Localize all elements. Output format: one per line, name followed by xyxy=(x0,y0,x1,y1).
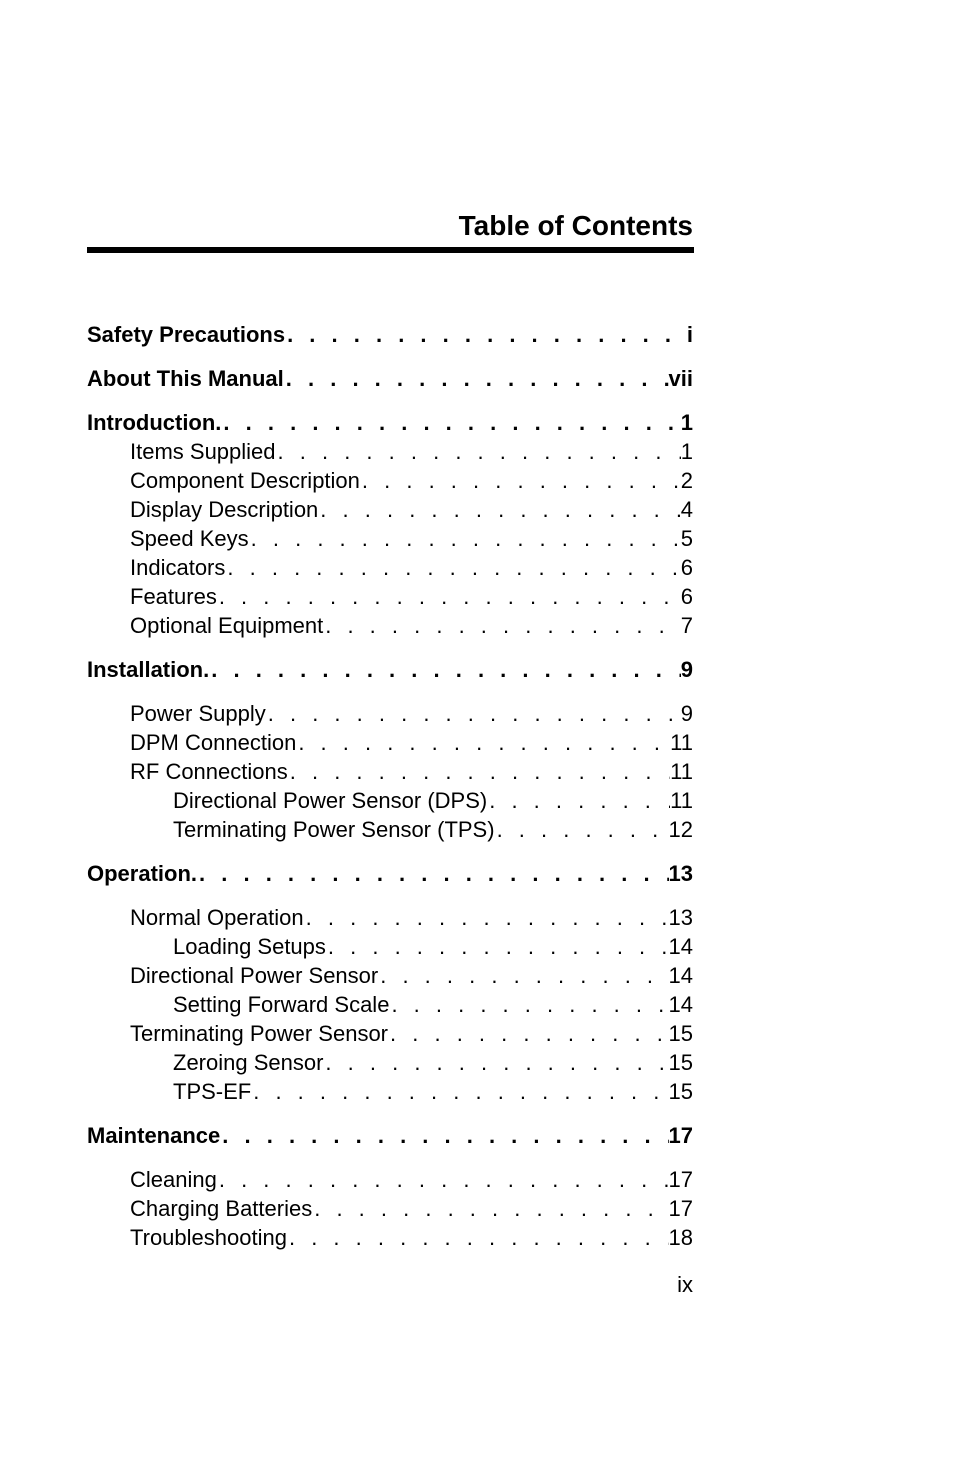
toc-section[interactable] xyxy=(87,1121,693,1150)
toc-entry-label: About This Manual xyxy=(87,366,284,391)
toc-dot-leader xyxy=(312,1194,668,1223)
toc-entry-label: Items Supplied xyxy=(130,439,276,464)
toc-section[interactable] xyxy=(87,320,693,349)
toc-dot-leader xyxy=(323,611,681,640)
toc-entry-page: 17 xyxy=(668,1167,693,1192)
toc-entry-label: Normal Operation xyxy=(130,905,304,930)
toc-entry-page: 18 xyxy=(668,1225,693,1250)
toc-dot-leader xyxy=(288,757,670,786)
toc-entry-page: 6 xyxy=(680,584,693,609)
toc-entry-page: 11 xyxy=(670,759,693,784)
toc-entry-label: Safety Precautions xyxy=(87,322,286,347)
toc-entry[interactable] xyxy=(87,1048,693,1077)
toc-entry[interactable] xyxy=(87,582,693,611)
toc-entry-label: DPM Connection xyxy=(130,730,297,755)
toc-entry[interactable] xyxy=(87,903,693,932)
toc-entry[interactable] xyxy=(87,728,693,757)
toc-section[interactable] xyxy=(87,364,693,393)
toc-entry-page: i xyxy=(686,322,693,347)
toc-entry-label: Indicators xyxy=(130,555,226,580)
toc-entry-page: 1 xyxy=(680,439,693,464)
toc-dot-leader xyxy=(296,728,670,757)
toc-dot-leader xyxy=(217,582,681,611)
toc-dot-leader xyxy=(197,859,669,888)
toc-entry-label: Directional Power Sensor (DPS) xyxy=(173,788,488,813)
toc-entry-page: 7 xyxy=(680,613,693,638)
toc-entry-page: 17 xyxy=(668,1123,693,1148)
toc-entry-page: 14 xyxy=(668,992,693,1017)
toc-entry-label: Optional Equipment xyxy=(130,613,324,638)
toc-dot-leader xyxy=(389,990,668,1019)
toc-dot-leader xyxy=(304,903,669,932)
toc-entry[interactable] xyxy=(87,961,693,990)
toc-entry-page: vii xyxy=(668,366,693,391)
toc-entry-label: Loading Setups xyxy=(173,934,326,959)
toc-entry-label: Speed Keys xyxy=(130,526,249,551)
toc-dot-leader xyxy=(323,1048,668,1077)
toc-entry[interactable] xyxy=(87,699,693,728)
toc-entry[interactable] xyxy=(87,553,693,582)
toc-entry-label: Zeroing Sensor xyxy=(173,1050,324,1075)
toc-dot-leader xyxy=(318,495,680,524)
toc-dot-leader xyxy=(284,364,669,393)
toc-entry-label: Installation. xyxy=(87,657,210,682)
toc-dot-leader xyxy=(287,1223,669,1252)
toc-entry-page: 14 xyxy=(668,963,693,988)
toc-entry[interactable] xyxy=(87,1165,693,1194)
toc-entry-page: 2 xyxy=(680,468,693,493)
toc-entry-label: Setting Forward Scale xyxy=(173,992,390,1017)
toc-entry[interactable] xyxy=(87,932,693,961)
toc-entry-page: 15 xyxy=(668,1050,693,1075)
toc-dot-leader xyxy=(225,553,680,582)
toc-entry-label: Terminating Power Sensor xyxy=(130,1021,389,1046)
toc-entry-label: Introduction. xyxy=(87,410,222,435)
toc-entry-page: 13 xyxy=(668,861,693,886)
toc-entry[interactable] xyxy=(87,437,693,466)
toc-entry-label: Charging Batteries xyxy=(130,1196,313,1221)
toc-dot-leader xyxy=(276,437,681,466)
toc-entry-label: Display Description xyxy=(130,497,319,522)
toc-entry-page: 9 xyxy=(680,657,693,682)
toc-entry-label: Cleaning xyxy=(130,1167,217,1192)
toc-entry[interactable] xyxy=(87,1223,693,1252)
toc-entry-page: 4 xyxy=(680,497,693,522)
toc-entry-page: 13 xyxy=(668,905,693,930)
toc-entry-page: 5 xyxy=(680,526,693,551)
toc-entry-label: Power Supply xyxy=(130,701,266,726)
toc-entry-page: 1 xyxy=(680,410,693,435)
toc-entry-page: 11 xyxy=(670,730,693,755)
toc-section[interactable] xyxy=(87,859,693,888)
toc-entry-label: Component Description xyxy=(130,468,360,493)
toc-entry-page: 14 xyxy=(668,934,693,959)
toc-dot-leader xyxy=(220,1121,668,1150)
toc-entry-page: 6 xyxy=(680,555,693,580)
toc-dot-leader xyxy=(249,524,681,553)
toc-entry[interactable] xyxy=(87,524,693,553)
toc-entry-label: Troubleshooting xyxy=(130,1225,287,1250)
toc-entry-page: 9 xyxy=(680,701,693,726)
toc-list xyxy=(87,320,693,1252)
toc-entry[interactable] xyxy=(87,990,693,1019)
page-number: ix xyxy=(677,1272,693,1297)
toc-entry[interactable] xyxy=(87,786,693,815)
toc-entry-page: 15 xyxy=(668,1079,693,1104)
toc-dot-leader xyxy=(495,815,669,844)
title-rule xyxy=(87,247,694,253)
toc-entry[interactable] xyxy=(87,1019,693,1048)
toc-entry-label: Maintenance xyxy=(87,1123,221,1148)
toc-entry[interactable] xyxy=(87,815,693,844)
toc-dot-leader xyxy=(378,961,668,990)
toc-entry-page: 11 xyxy=(670,788,693,813)
toc-dot-leader xyxy=(326,932,669,961)
toc-entry-label: RF Connections xyxy=(130,759,288,784)
toc-entry[interactable] xyxy=(87,611,693,640)
toc-section[interactable] xyxy=(87,655,693,684)
toc-dot-leader xyxy=(388,1019,669,1048)
toc-entry[interactable] xyxy=(87,1077,693,1106)
toc-dot-leader xyxy=(209,655,681,684)
toc-dot-leader xyxy=(487,786,670,815)
toc-entry-label: Features xyxy=(130,584,217,609)
toc-dot-leader xyxy=(251,1077,668,1106)
toc-section[interactable] xyxy=(87,408,693,437)
toc-dot-leader xyxy=(217,1165,669,1194)
toc-entry-label: TPS-EF xyxy=(173,1079,252,1104)
toc-dot-leader xyxy=(221,408,680,437)
toc-dot-leader xyxy=(285,320,687,349)
toc-entry-label: Directional Power Sensor xyxy=(130,963,379,988)
page-title: Table of Contents xyxy=(458,210,693,241)
toc-entry-page: 12 xyxy=(668,817,693,842)
toc-entry-label: Operation. xyxy=(87,861,198,886)
toc-entry[interactable] xyxy=(87,466,693,495)
toc-entry[interactable] xyxy=(87,1194,693,1223)
toc-entry[interactable] xyxy=(87,495,693,524)
toc-entry[interactable] xyxy=(87,757,693,786)
toc-entry-page: 17 xyxy=(668,1196,693,1221)
toc-dot-leader xyxy=(360,466,681,495)
toc-dot-leader xyxy=(266,699,681,728)
toc-entry-label: Terminating Power Sensor (TPS) xyxy=(173,817,495,842)
toc-entry-page: 15 xyxy=(668,1021,693,1046)
